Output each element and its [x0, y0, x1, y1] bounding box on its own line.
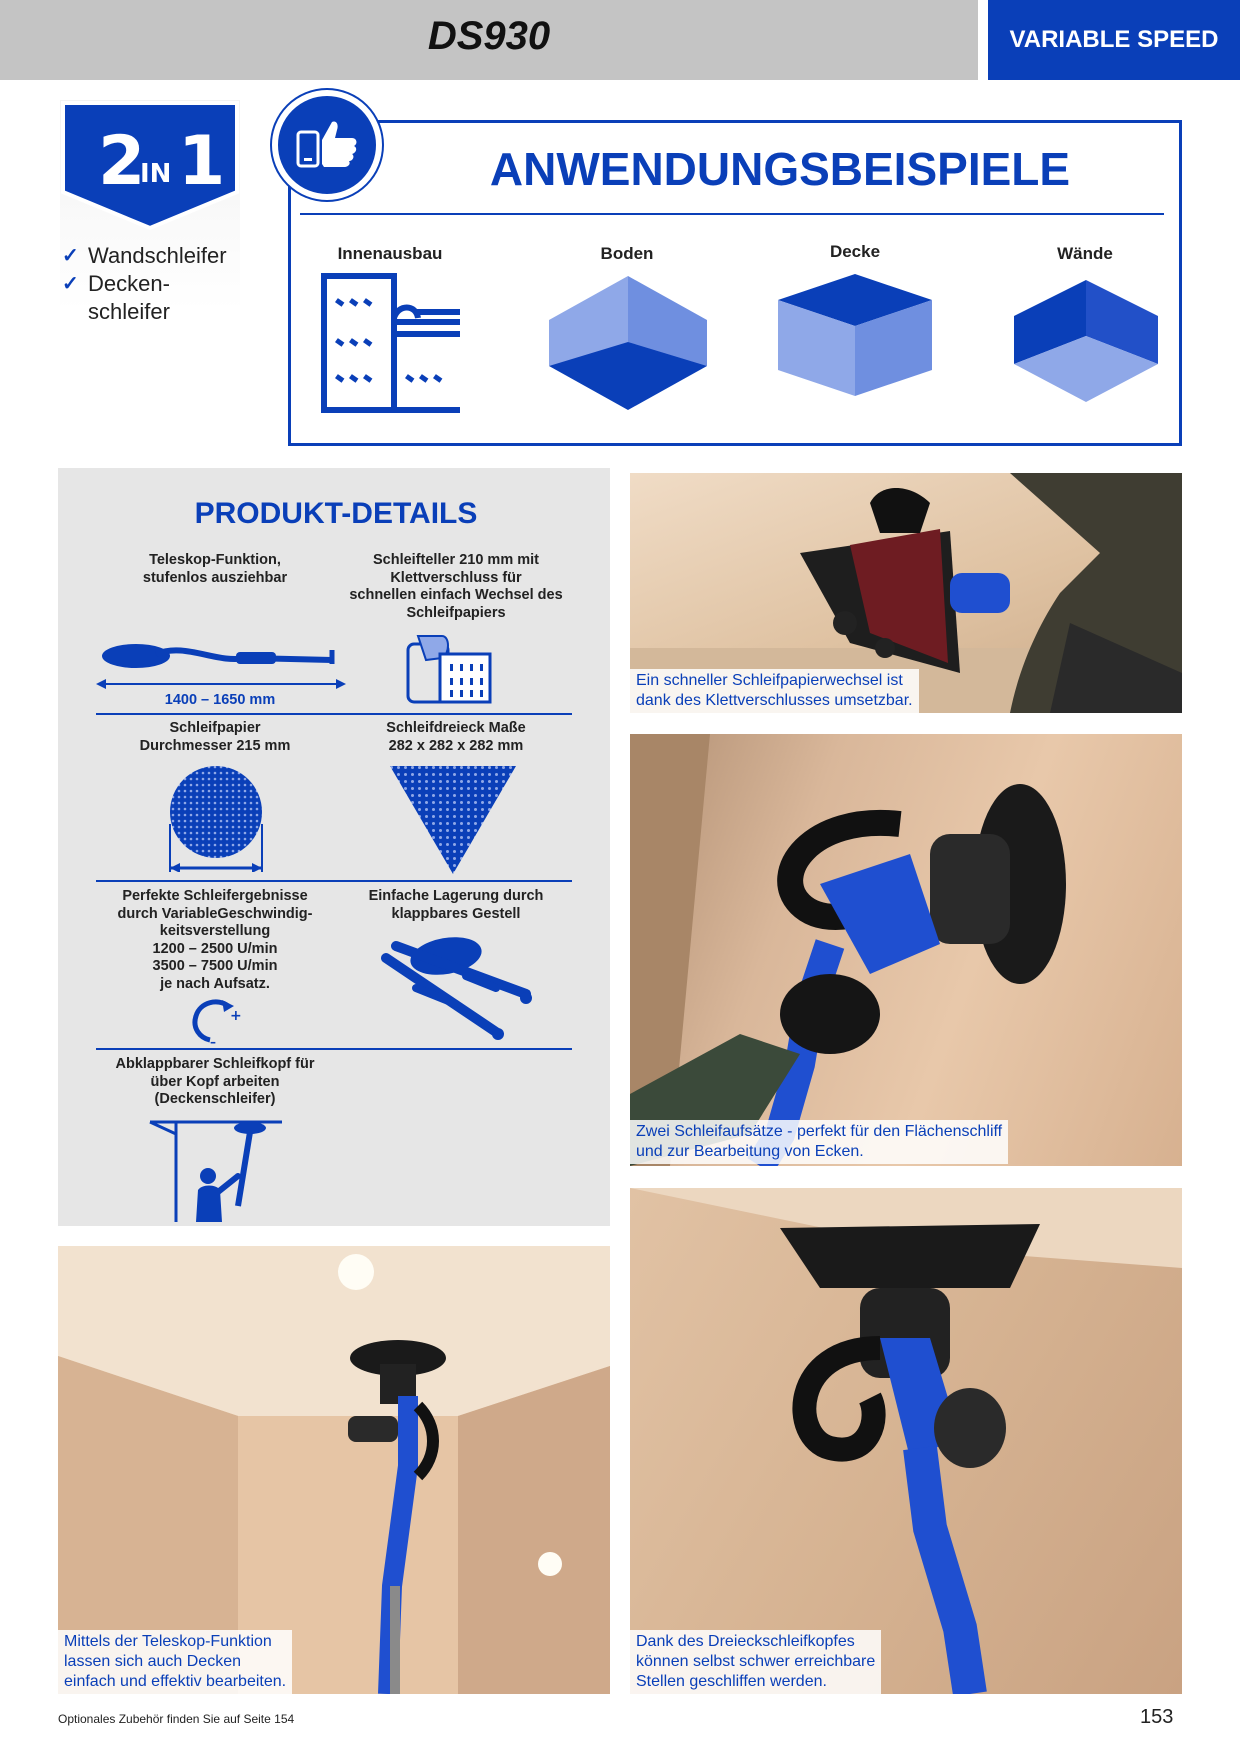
telescope-sander-icon [96, 634, 346, 690]
folding-stand-icon [376, 928, 536, 1044]
accessory-note: Optionales Zubehör finden Sie auf Seite 154 [58, 1712, 295, 1726]
storage-text: Einfache Lagerung durch klappbares Gestell [368, 888, 544, 922]
product-details-title: PRODUKT-DETAILS [194, 497, 478, 530]
corner-sanding-illustration [630, 1188, 1182, 1694]
badge-1-text: 1 [178, 122, 226, 201]
details-divider [96, 713, 572, 715]
walls-icon [1010, 276, 1162, 406]
ceiling-sanding-illustration [58, 1246, 610, 1694]
feature-item [62, 242, 242, 270]
speed-text: Perfekte Schleifergebnisse durch VariableGeschwindig- keitsverstellung 1200 – 2500 U/min 3500 – 7500 U/min je nach Aufsatz. [117, 888, 313, 992]
svg-text:+: + [230, 1008, 242, 1024]
feature-item [62, 270, 242, 298]
variable-speed-badge: VARIABLE SPEED [988, 0, 1240, 80]
feature-label: Wandschleifer [88, 243, 227, 268]
photo-caption: Zwei Schleifaufsätze - perfekt für den Flächenschliff und zur Bearbeitung von Ecken. [630, 1120, 1008, 1164]
thumbs-up-circle [272, 90, 382, 200]
speed-dial-icon [188, 996, 244, 1046]
app-label-walls: Wände [1057, 244, 1113, 263]
thumbs-up-icon [292, 110, 362, 180]
app-label-interior: Innenausbau [337, 244, 443, 263]
photo-caption: Ein schneller Schleifpapierwechsel ist dank des Klettverschlusses umsetzbar. [630, 669, 919, 713]
plate-text: Schleifteller 210 mm mit Klettverschluss für schnellen einfach Wechsel des Schleifpapiers [349, 552, 563, 621]
sanding-disc-icon [164, 764, 268, 872]
paper-text: Schleifpapier Durchmesser 215 mm [139, 720, 291, 754]
photo-paper-change [630, 473, 1182, 713]
photo-wall-sanding [630, 734, 1182, 1166]
details-divider [96, 880, 572, 882]
model-title: DS930 [427, 14, 551, 58]
interior-icon [320, 272, 462, 414]
photo-caption: Dank des Dreieckschleifkopfes können selbst schwer erreichbare Stellen geschliffen werden. [630, 1630, 881, 1694]
telescope-range: 1400 – 1650 mm [164, 692, 276, 708]
feature-list [62, 242, 242, 326]
feature-label: schleifer [88, 299, 170, 324]
photo-caption: Mittels der Teleskop-Funktion lassen sich auch Decken einfach und effektiv bearbeiten. [58, 1630, 292, 1694]
feature-item [62, 298, 242, 326]
overhead-worker-icon [146, 1114, 286, 1222]
applications-title: ANWENDUNGSBEISPIELE [489, 143, 1071, 195]
app-label-ceiling: Decke [829, 242, 881, 261]
ceiling-icon [774, 270, 936, 400]
head-text: Abklappbarer Schleifkopf für über Kopf arbeiten (Deckenschleifer) [115, 1056, 315, 1107]
velcro-plate-icon [406, 634, 492, 708]
badge-in-text: IN [140, 159, 172, 189]
two-in-one-shield-icon [60, 100, 240, 250]
sanding-triangle-icon [388, 764, 518, 876]
applications-divider [300, 213, 1164, 215]
details-divider [96, 1048, 572, 1050]
svg-text:–: – [210, 1035, 216, 1046]
check-icon: ✓ [62, 245, 79, 267]
photo-ceiling-sanding [58, 1246, 610, 1694]
triangle-text: Schleifdreieck Maße 282 x 282 x 282 mm [386, 720, 526, 754]
wall-sanding-illustration [630, 734, 1182, 1166]
photo-corner-sanding [630, 1188, 1182, 1694]
app-label-floor: Boden [600, 244, 654, 263]
check-icon: ✓ [62, 273, 79, 295]
feature-label: Decken- [88, 271, 170, 296]
floor-icon [545, 272, 711, 414]
telescope-text: Teleskop-Funktion, stufenlos ausziehbar [142, 552, 288, 586]
page-number: 153 [1140, 1706, 1174, 1728]
badge-2-text: 2 [98, 122, 146, 201]
